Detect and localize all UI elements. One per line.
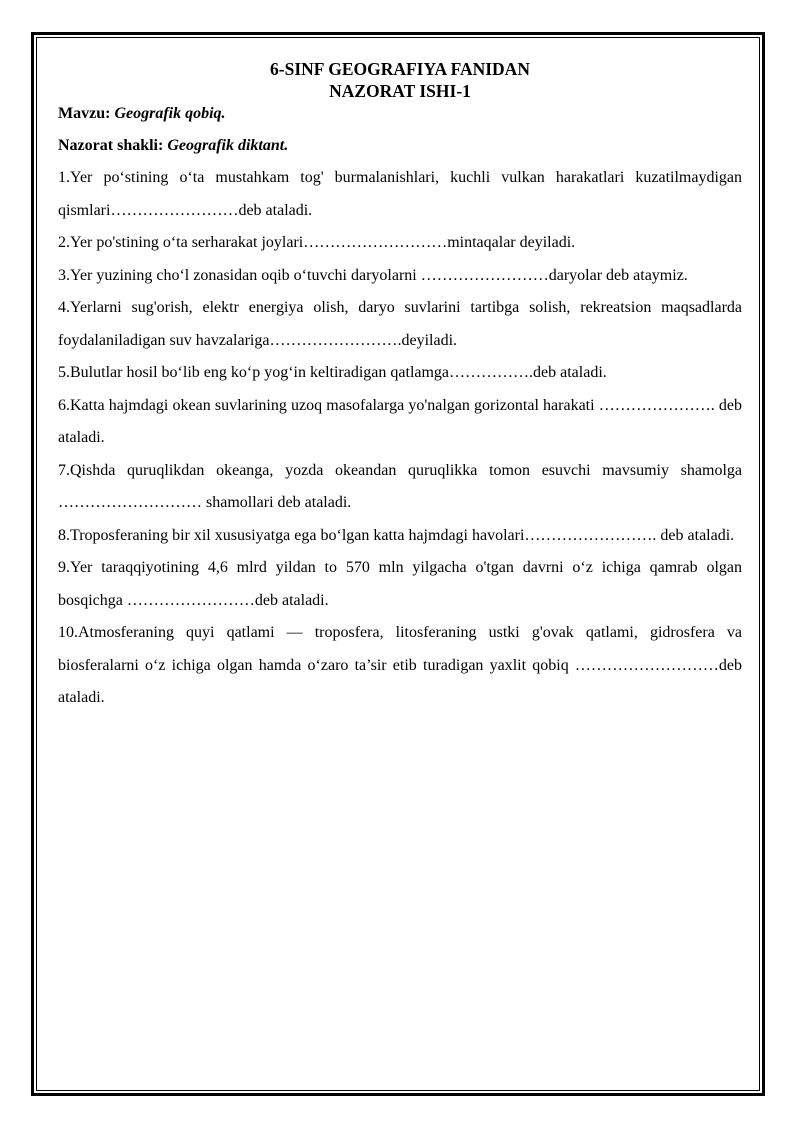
topic-label: Mavzu: [58, 105, 111, 122]
form-line [58, 135, 742, 157]
document-title-line1: 6-SINF GEOGRAFIYA FANIDAN [270, 59, 530, 79]
question-9: 9.Yer taraqqiyotining 4,6 mlrd yildan to 570 mln yilgacha o'tgan davrni o‘z ichiga qamrab olgan bosqichga ……………………deb ataladi. [58, 559, 742, 609]
question-7: 7.Qishda quruqlikdan okeanga, yozda okeandan quruqlikka tomon esuvchi mavsumiy shamolga ……………………… shamollari deb ataladi. [58, 461, 742, 511]
question-1: 1.Yer po‘stining o‘ta mustahkam tog' burmalanishlari, kuchli vulkan harakatlari kuzatilmaydigan qismlari……………………deb ataladi. [58, 169, 742, 219]
question-5: 5.Bulutlar hosil bo‘lib eng ko‘p yog‘in keltiradigan qatlamga…………….deb ataladi. [58, 364, 607, 381]
question-6: 6.Katta hajmdagi okean suvlarining uzoq masofalarga yo'nalgan gorizontal harakati …………………. deb ataladi. [58, 396, 742, 446]
document-title-line2: NAZORAT ISHI-1 [329, 81, 471, 101]
document-body [58, 58, 742, 715]
question-10: 10.Atmosferaning quyi qatlami — troposfera, litosferaning ustki g'ovak qatlami, gidrosfera va biosferalarni o‘z ichiga olgan hamda o‘zaro ta’sir etib turadigan yaxlit qobiq ………………………deb ataladi. [58, 624, 742, 706]
question-3: 3.Yer yuzining cho‘l zonasidan oqib o‘tuvchi daryolarni ……………………daryolar deb ataymiz. [58, 266, 688, 284]
form-label: Nazorat shakli: [58, 137, 164, 154]
topic-value: Geografik qobiq. [114, 105, 226, 122]
form-value: Geografik diktant. [167, 137, 289, 154]
topic-line [58, 103, 742, 125]
question-4: 4.Yerlarni sug'orish, elektr energiya olish, daryo suvlarini tartibga solish, rekreatsion maqsadlarda foydalaniladigan suv havzalariga…………………….deyiladi. [58, 299, 742, 349]
question-2: 2.Yer po'stining o‘ta serharakat joylari………………………mintaqalar deyiladi. [58, 234, 576, 251]
question-8: 8.Troposferaning bir xil xususiyatga ega bo‘lgan katta hajmdagi havolari……………………. deb ataladi. [58, 526, 735, 544]
question-list [58, 162, 742, 715]
